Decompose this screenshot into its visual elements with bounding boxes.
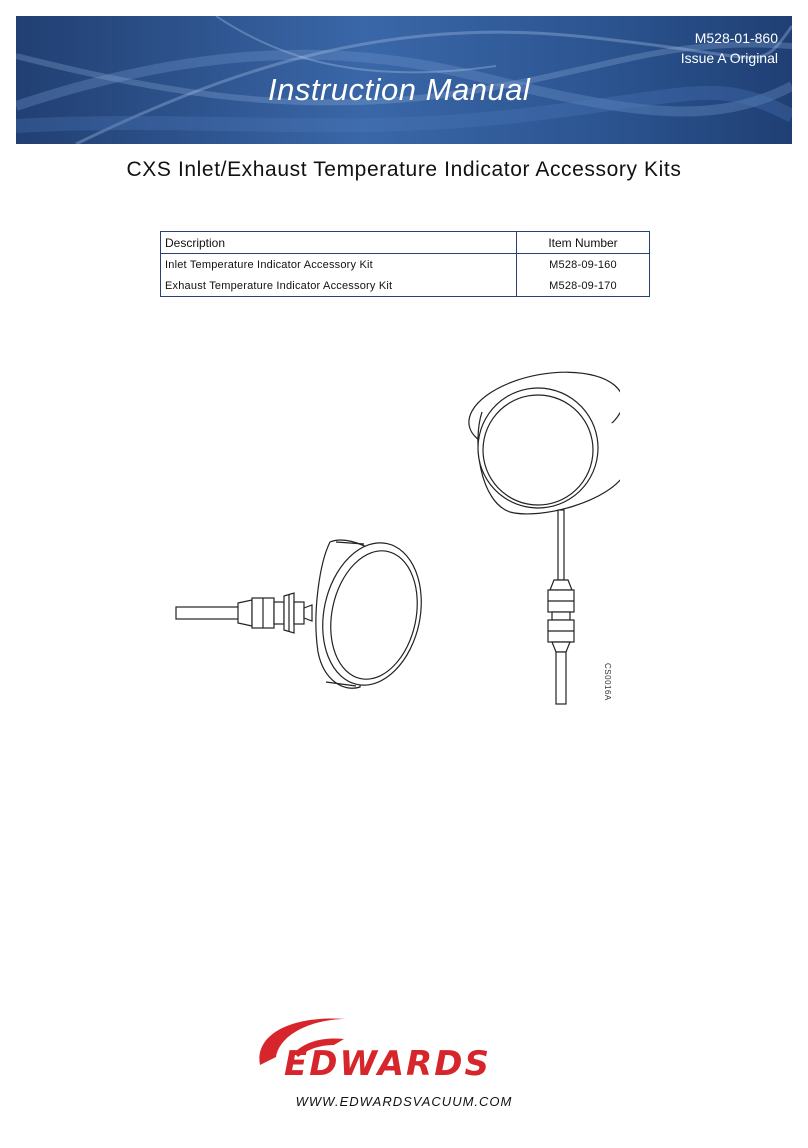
row-description: Exhaust Temperature Indicator Accessory Kit xyxy=(165,279,393,292)
page-title: CXS Inlet/Exhaust Temperature Indicator Accessory Kits xyxy=(126,158,682,181)
edwards-logo xyxy=(254,1013,554,1085)
banner-title: Instruction Manual xyxy=(268,72,531,107)
item-table xyxy=(160,231,650,297)
exhaust-gauge-drawing xyxy=(463,361,620,704)
document-number-block xyxy=(681,28,778,68)
document-number: M528-01-860 xyxy=(694,30,778,46)
issue-label: Issue A Original xyxy=(680,50,778,66)
row-item-number: M528-09-160 xyxy=(517,254,650,276)
table-header-row xyxy=(161,232,650,254)
table-row xyxy=(161,254,650,276)
figure-code: CS0016A xyxy=(603,663,612,701)
row-description: Inlet Temperature Indicator Accessory Kit xyxy=(165,258,373,271)
column-header-item-number: Item Number xyxy=(517,232,650,254)
inlet-gauge-drawing xyxy=(176,534,434,695)
logo-text: EDWARDS xyxy=(284,1044,491,1084)
table-row xyxy=(161,275,650,297)
website-url: WWW.EDWARDSVACUUM.COM xyxy=(295,1094,513,1109)
row-item-number: M528-09-170 xyxy=(517,275,650,297)
header-banner xyxy=(16,16,792,144)
temperature-indicator-illustration xyxy=(160,352,620,712)
column-header-description: Description xyxy=(161,232,517,254)
